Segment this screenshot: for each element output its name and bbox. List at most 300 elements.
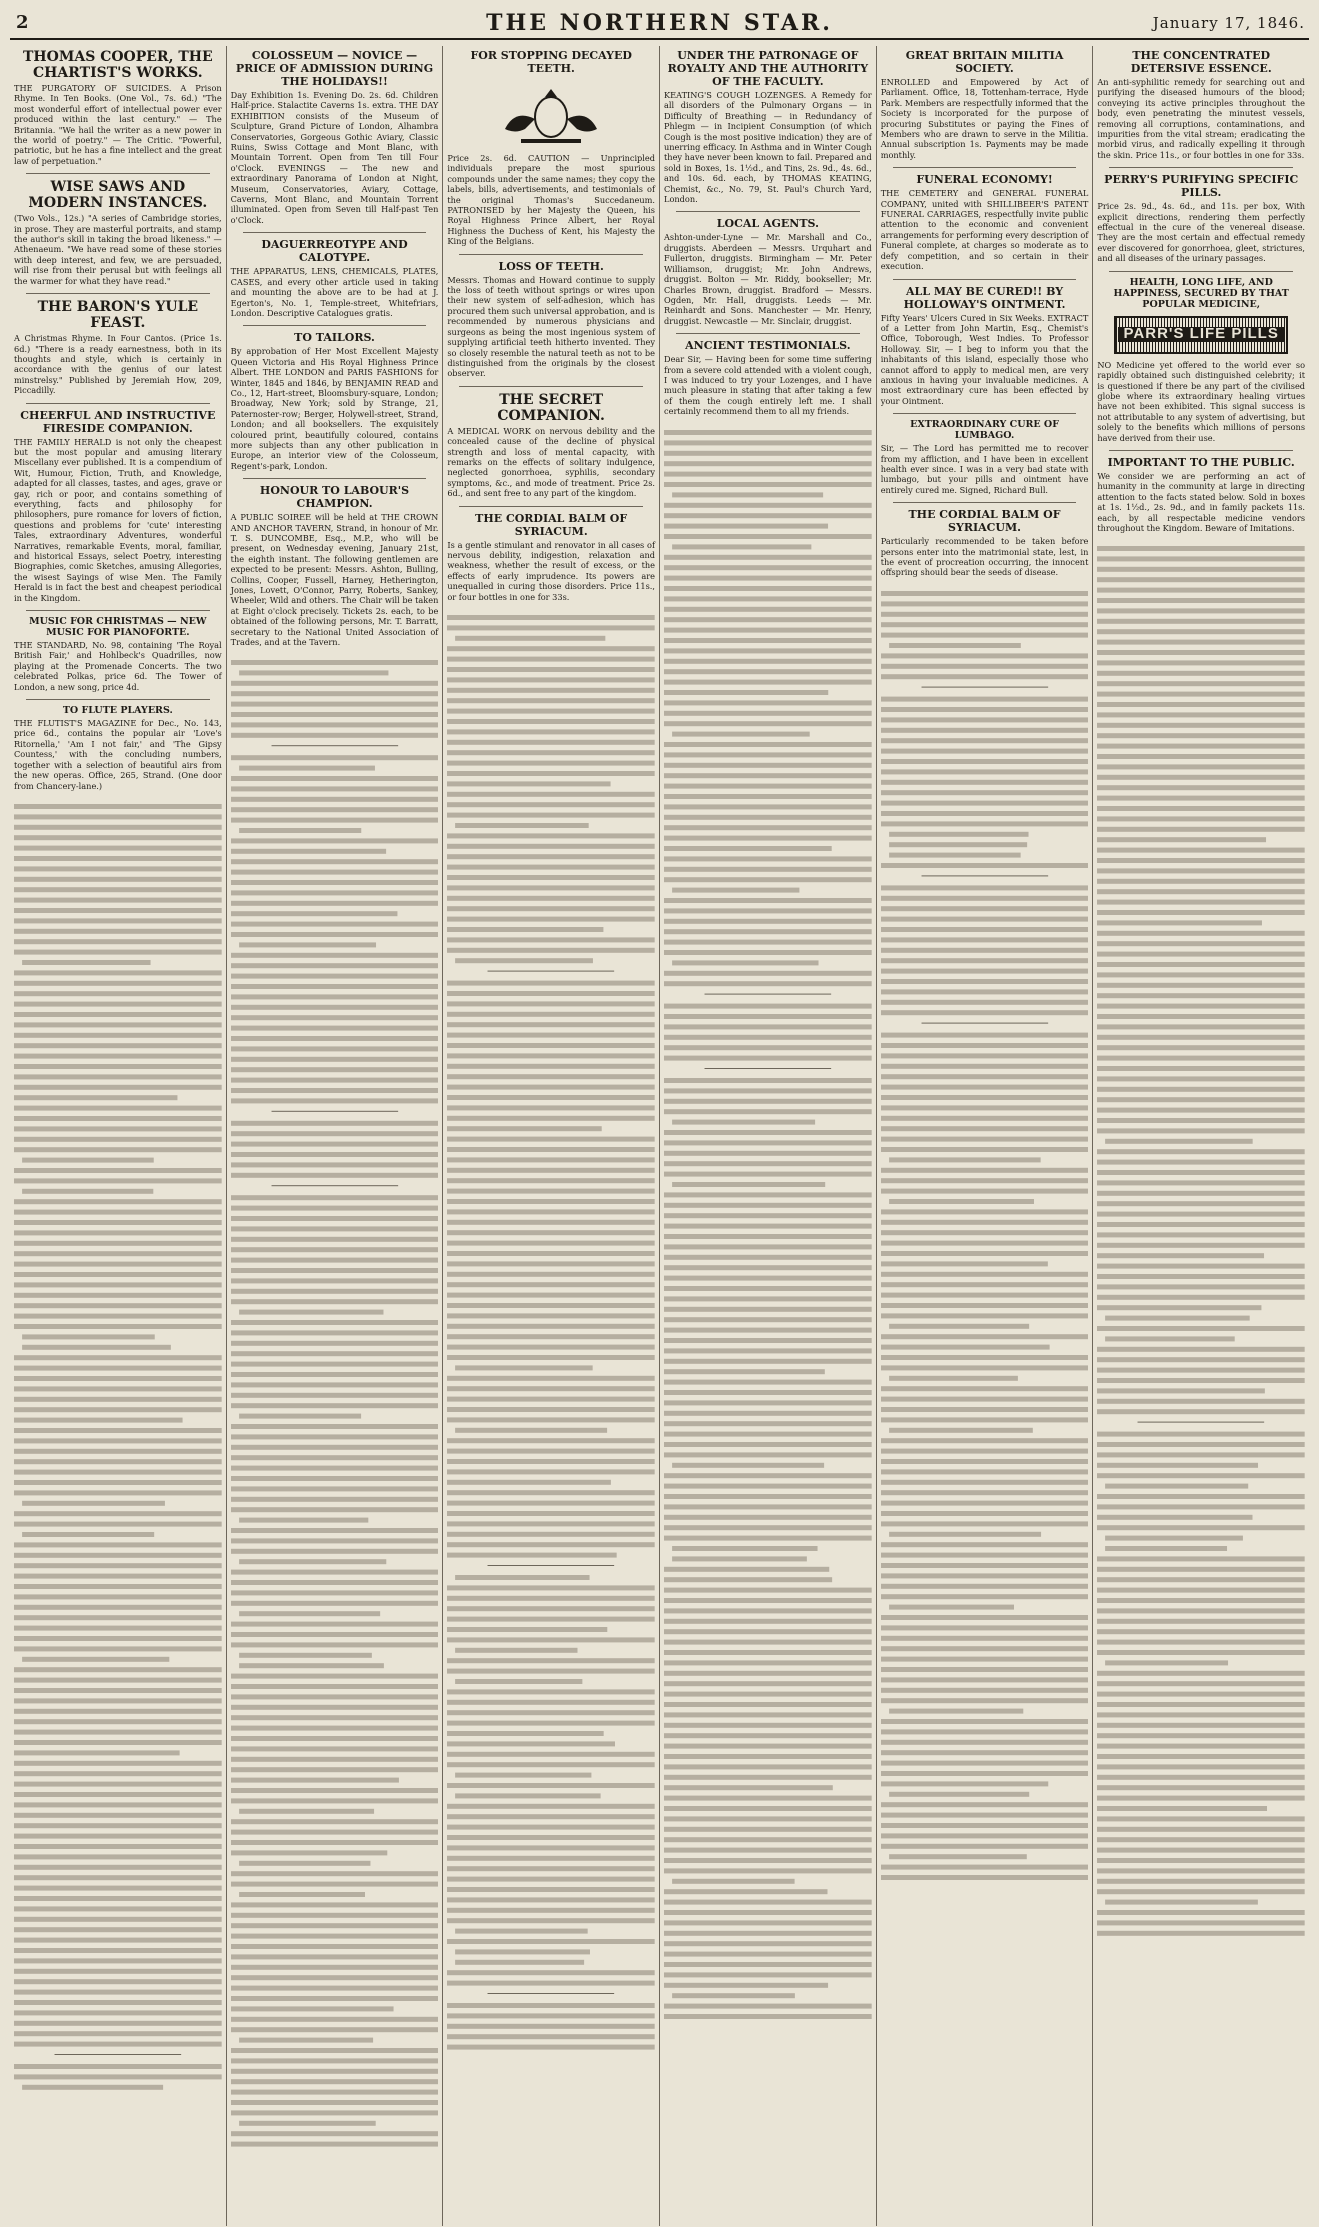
- divider: [243, 478, 427, 479]
- text-line: [881, 1823, 1089, 1828]
- text-line: [231, 1152, 439, 1157]
- section-rule: [271, 1111, 398, 1112]
- text-line: [447, 854, 655, 859]
- text-line: [1097, 1150, 1305, 1155]
- text-line: [1097, 1222, 1305, 1227]
- text-line: [447, 1417, 655, 1422]
- text-line: [664, 554, 872, 559]
- text-line: [881, 979, 1089, 984]
- text-line: [881, 1542, 1089, 1547]
- text-line: [1097, 1191, 1305, 1196]
- text-line: [664, 752, 872, 757]
- text-line: [881, 674, 1089, 679]
- text-line: [14, 1220, 222, 1225]
- divider: [26, 293, 210, 294]
- text-line: [881, 622, 1089, 627]
- text-line: [447, 865, 655, 870]
- ad-text: THE APPARATUS, LENS, CHEMICALS, PLATES, CASES, and every other article used in taking and mounting the above are to be had at J. Egerton's, No. 1, Temple-street, Whitefriars, London. Descriptive Catalogues gratis.: [230, 266, 439, 318]
- text-line: [1097, 858, 1305, 863]
- text-line: [231, 1047, 439, 1052]
- text-line: [22, 960, 150, 965]
- text-line: [14, 2010, 222, 2015]
- text-line: [14, 1210, 222, 1215]
- ad-text: THE PURGATORY OF SUICIDES. A Prison Rhyme. In Ten Books. (One Vol., 7s. 6d.) "The most wonderful effort of intellectual power ever produced within the last century." — The Britannia. "We hail the writer as a new power in the world of poetry." — The Critic. "Powerful, patriotic, but he has a fine intellect and the great law of perpetuation.": [14, 83, 222, 166]
- text-line: [1097, 546, 1305, 551]
- text-line: [447, 1261, 655, 1266]
- text-line: [22, 1532, 154, 1537]
- newspaper-title: THE NORTHERN STAR.: [486, 10, 833, 36]
- text-line: [14, 1948, 222, 1953]
- section-rule: [488, 1565, 615, 1566]
- text-line: [447, 1835, 655, 1840]
- text-line: [14, 1522, 222, 1527]
- text-line: [1097, 598, 1305, 603]
- text-line: [447, 1762, 655, 1767]
- text-line: [447, 1209, 655, 1214]
- text-line: [672, 1993, 795, 1998]
- ad-heading: TO FLUTE PLAYERS.: [62, 705, 173, 717]
- text-line: [14, 2074, 222, 2079]
- ad-heading: THE CORDIAL BALM OF SYRIACUM.: [908, 508, 1061, 535]
- text-line: [881, 1740, 1089, 1745]
- text-line: [14, 1990, 222, 1995]
- text-line: [447, 677, 655, 682]
- text-line: [1097, 765, 1305, 770]
- text-line: [1097, 1671, 1305, 1676]
- text-line: [14, 1574, 222, 1579]
- text-line: [447, 1116, 655, 1121]
- text-line: [881, 1698, 1089, 1703]
- text-line: [1097, 1254, 1264, 1259]
- text-line: [231, 1196, 439, 1201]
- text-line: [664, 1816, 872, 1821]
- text-line: [447, 1241, 655, 1246]
- text-line: [231, 1393, 439, 1398]
- text-line: [1097, 1295, 1305, 1300]
- text-line: [881, 1251, 1089, 1256]
- ad-block: [231, 238, 439, 318]
- text-line: [447, 1012, 655, 1017]
- text-line: [881, 591, 1089, 596]
- text-line: [239, 1892, 365, 1897]
- text-line: [1097, 1879, 1305, 1884]
- text-line: [231, 1788, 439, 1793]
- text-line: [455, 1428, 607, 1433]
- text-line: [447, 667, 655, 672]
- text-line: [231, 1757, 439, 1762]
- text-line: [14, 1314, 222, 1319]
- text-line: [672, 1878, 794, 1883]
- text-line: [231, 1372, 439, 1377]
- text-line: [664, 835, 872, 840]
- text-line: [664, 1826, 872, 1831]
- text-line: [881, 1573, 1089, 1578]
- text-line: [664, 1618, 872, 1623]
- text-line: [447, 1542, 655, 1547]
- text-line: [22, 1158, 154, 1163]
- text-line: [1097, 1578, 1305, 1583]
- text-line: [881, 696, 1089, 701]
- text-line: [22, 1657, 169, 1662]
- text-line: [1097, 744, 1305, 749]
- text-line: [231, 953, 439, 958]
- text-line: [664, 1629, 872, 1634]
- text-line: [664, 1234, 872, 1239]
- text-line: [1097, 1494, 1305, 1499]
- text-line: [447, 802, 655, 807]
- text-line: [881, 1688, 1089, 1693]
- text-line: [14, 1355, 222, 1360]
- text-line: [1097, 713, 1305, 718]
- text-line: [14, 1147, 222, 1152]
- text-line: [664, 1847, 872, 1852]
- text-line: [664, 1514, 872, 1519]
- text-line: [1097, 1744, 1305, 1749]
- text-line: [1097, 1014, 1305, 1019]
- text-line: [231, 1173, 439, 1178]
- text-line: [14, 1490, 222, 1495]
- column-3: [443, 46, 660, 2226]
- ad-block: [881, 419, 1089, 495]
- text-line: [881, 948, 1089, 953]
- text-line: [14, 814, 222, 819]
- text-line: [881, 1729, 1089, 1734]
- column-6: [1093, 46, 1309, 2226]
- text-line: [14, 1376, 222, 1381]
- issue-date: January 17, 1846.: [1152, 14, 1305, 32]
- ad-heading: HONOUR TO LABOUR'S CHAMPION.: [259, 484, 410, 511]
- text-line: [14, 2000, 222, 2005]
- text-line: [231, 818, 439, 823]
- text-line: [1105, 1316, 1250, 1321]
- text-line: [1097, 1609, 1305, 1614]
- text-line: [664, 1223, 872, 1228]
- ad-text: Dear Sir, — Having been for some time suffering from a severe cold attended with a violent cough, I was induced to try your Lozenges, and I have much pleasure in stating that after taking a few of them the cough entirely left me. I shall certainly recommend them to all my friends.: [664, 354, 872, 417]
- text-line: [447, 1043, 655, 1048]
- text-line: [881, 1126, 1089, 1131]
- text-line: [664, 856, 872, 861]
- text-line: [1097, 1212, 1305, 1217]
- text-line: [664, 1608, 872, 1613]
- text-line: [239, 1612, 380, 1617]
- text-line: [447, 1459, 655, 1464]
- text-line: [1097, 671, 1305, 676]
- text-line: [881, 1844, 1089, 1849]
- text-line: [231, 1078, 439, 1083]
- text-line: [14, 1979, 222, 1984]
- text-line: [231, 808, 439, 813]
- text-line: [231, 1016, 439, 1021]
- text-line: [664, 1161, 872, 1166]
- section-rule: [55, 2054, 182, 2055]
- text-line: [14, 1678, 222, 1683]
- text-line: [664, 981, 872, 986]
- text-line: [889, 1376, 1018, 1381]
- text-line: [14, 1022, 222, 1027]
- text-line: [664, 700, 872, 705]
- text-line: [881, 1230, 1089, 1235]
- text-line: [664, 1045, 872, 1050]
- text-line: [14, 1449, 222, 1454]
- text-line: [664, 1088, 872, 1093]
- text-line: [447, 1710, 655, 1715]
- text-line: [447, 1303, 655, 1308]
- text-line: [664, 596, 872, 601]
- text-line: [889, 1792, 1029, 1797]
- text-line: [447, 1022, 655, 1027]
- ad-heading: THE CORDIAL BALM OF SYRIACUM.: [475, 511, 628, 538]
- text-line: [455, 1773, 591, 1778]
- text-line: [1097, 1410, 1305, 1415]
- ad-heading: THOMAS COOPER, THE CHARTIST'S WORKS.: [23, 49, 213, 81]
- text-line: [664, 1837, 872, 1842]
- ad-text: Price 2s. 9d., 4s. 6d., and 11s. per box, With explicit directions, rendering them perfectly effectual in the cure of the venereal disease. They are the most certain and effectual remedy ever discovered for gonorrhoea, gleet, strictures, and all diseases of the urinary passages.: [1097, 201, 1306, 264]
- text-line: [231, 756, 439, 761]
- text-line: [1097, 1399, 1305, 1404]
- text-line: [881, 1750, 1089, 1755]
- text-line: [1097, 1046, 1305, 1051]
- text-filler: [14, 798, 222, 2098]
- text-line: [664, 783, 872, 788]
- text-line: [1097, 1869, 1305, 1874]
- text-line: [1097, 962, 1305, 967]
- text-line: [14, 1241, 222, 1246]
- divider: [676, 211, 860, 212]
- page-number: 2: [16, 12, 29, 33]
- text-line: [22, 1189, 153, 1194]
- text-line: [1097, 973, 1305, 978]
- text-line: [447, 1033, 655, 1038]
- text-line: [231, 2090, 439, 2095]
- text-line: [664, 1473, 872, 1478]
- ad-heading: THE SECRET COMPANION.: [497, 391, 605, 424]
- text-line: [14, 991, 222, 996]
- text-line: [14, 1480, 222, 1485]
- text-line: [231, 1142, 439, 1147]
- text-line: [664, 1774, 872, 1779]
- text-line: [14, 1085, 222, 1090]
- text-line: [14, 1615, 222, 1620]
- text-line: [1097, 1734, 1305, 1739]
- text-line: [14, 1553, 222, 1558]
- text-line: [664, 1171, 872, 1176]
- text-line: [881, 896, 1089, 901]
- text-line: [231, 1934, 439, 1939]
- text-line: [1105, 1484, 1248, 1489]
- text-line: [881, 1771, 1089, 1776]
- text-line: [447, 1469, 655, 1474]
- text-line: [664, 742, 872, 747]
- text-line: [231, 1216, 439, 1221]
- ad-text: Day Exhibition 1s. Evening Do. 2s. 6d. Children Half-price. Stalactite Caverns 1s. extra. THE DAY EXHIBITION consists of the Museum of Sculpture, Grand Picture of London, Alhambra Conservatories, Gorgeous Gothic Aviary, Classic Ruins, Swiss Cottage and Mont Blanc, with Mountain Torrent. Open from Ten till Four o'Clock. EVENINGS — The new and extraordinary Panorama of London at Night, Museum, Conservatories, Aviary, Cottage, Caverns, Mont Blanc, and Mountain Torrent illuminated. Open from Seven till Half-past Ten o'Clock.: [230, 90, 439, 225]
- text-line: [664, 898, 872, 903]
- text-line: [881, 1719, 1089, 1724]
- divider: [459, 506, 643, 507]
- text-line: [231, 932, 439, 937]
- text-line: [14, 804, 222, 809]
- text-line: [881, 1459, 1089, 1464]
- text-line: [664, 1660, 872, 1665]
- text-line: [14, 1688, 222, 1693]
- text-line: [881, 1355, 1089, 1360]
- text-line: [447, 937, 655, 942]
- text-line: [881, 1490, 1089, 1495]
- text-line: [664, 1348, 872, 1353]
- text-line: [881, 1521, 1089, 1526]
- text-line: [664, 1140, 872, 1145]
- text-line: [447, 1804, 655, 1809]
- text-line: [447, 1293, 655, 1298]
- text-line: [447, 1918, 655, 1923]
- text-line: [664, 606, 872, 611]
- ad-block: [1097, 277, 1305, 443]
- text-line: [1105, 1900, 1258, 1905]
- text-line: [14, 1969, 222, 1974]
- text-line: [14, 1636, 222, 1641]
- text-line: [664, 1702, 872, 1707]
- text-line: [1097, 661, 1305, 666]
- text-line: [664, 1379, 872, 1384]
- text-line: [1097, 1921, 1305, 1926]
- text-line: [664, 1962, 872, 1967]
- text-line: [14, 939, 222, 944]
- text-line: [239, 1861, 370, 1866]
- text-line: [889, 832, 1028, 837]
- ad-text: THE FLUTIST'S MAGAZINE for Dec., No. 143, price 6d., contains the popular air 'Love's Ritornella,' 'Am I not fair,' and 'The Gipsy Countess,' with the concluding numbers, together with a selection of beautiful airs from the new operas. Office, 265, Strand. (One door from Chancery-lane.): [14, 718, 222, 791]
- text-line: [664, 1390, 872, 1395]
- text-line: [881, 1584, 1089, 1589]
- text-line: [14, 1095, 177, 1100]
- text-line: [14, 2064, 222, 2069]
- text-line: [447, 729, 655, 734]
- text-line: [14, 1033, 222, 1038]
- text-line: [231, 733, 439, 738]
- text-line: [231, 1684, 439, 1689]
- text-line: [881, 1000, 1089, 1005]
- text-line: [231, 1404, 439, 1409]
- divider: [26, 173, 210, 174]
- column-5: [877, 46, 1094, 2226]
- text-line: [664, 1202, 872, 1207]
- ad-heading: DAGUERREOTYPE AND CALOTYPE.: [261, 238, 408, 265]
- text-line: [231, 2028, 439, 2033]
- divider: [676, 333, 860, 334]
- text-line: [14, 929, 222, 934]
- text-line: [231, 1580, 439, 1585]
- text-line: [231, 1570, 439, 1575]
- text-line: [447, 917, 655, 922]
- text-line: [1097, 1442, 1305, 1447]
- text-line: [881, 885, 1089, 890]
- text-line: [881, 1282, 1089, 1287]
- text-line: [14, 1428, 222, 1433]
- text-line: [231, 1716, 439, 1721]
- ad-text: NO Medicine yet offered to the world ever so rapidly obtained such distinguished celebrity; it is questioned if there be any part of the civilised globe where its extraordinary healing virtues have not been exhibited. This signal success is not attributable to any system of advertising, but solely to the benefits which millions of persons have derived from their use.: [1097, 359, 1306, 443]
- text-line: [1097, 983, 1305, 988]
- text-line: [447, 1521, 655, 1526]
- text-line: [881, 1344, 1050, 1349]
- text-line: [664, 970, 872, 975]
- text-line: [664, 804, 872, 809]
- text-line: [881, 1074, 1089, 1079]
- text-line: [664, 710, 872, 715]
- text-line: [881, 1833, 1089, 1838]
- text-line: [664, 908, 872, 913]
- text-line: [231, 1882, 439, 1887]
- text-line: [881, 1084, 1089, 1089]
- text-line: [1097, 1066, 1305, 1071]
- text-line: [672, 887, 799, 892]
- text-line: [14, 1542, 222, 1547]
- text-line: [239, 1653, 372, 1658]
- text-line: [447, 781, 611, 786]
- text-line: [664, 1722, 872, 1727]
- text-line: [664, 430, 872, 435]
- text-line: [14, 1875, 222, 1880]
- text-line: [239, 943, 376, 948]
- text-line: [231, 1632, 439, 1637]
- text-line: [447, 1700, 655, 1705]
- ad-block: [664, 217, 872, 326]
- text-line: [231, 1872, 439, 1877]
- text-line: [1097, 1025, 1305, 1030]
- text-line: [881, 1594, 1089, 1599]
- text-line: [231, 1341, 439, 1346]
- ad-block: [447, 392, 655, 499]
- text-line: [447, 1658, 655, 1663]
- text-line: [455, 1949, 590, 1954]
- text-line: [14, 1844, 222, 1849]
- text-line: [664, 1535, 872, 1540]
- divider: [1109, 450, 1293, 451]
- text-line: [239, 671, 388, 676]
- text-line: [664, 1733, 872, 1738]
- text-line: [1097, 1463, 1258, 1468]
- text-line: [231, 1057, 439, 1062]
- text-line: [672, 544, 811, 549]
- text-line: [1097, 1848, 1305, 1853]
- text-line: [447, 1074, 655, 1079]
- text-line: [447, 1324, 655, 1329]
- text-line: [664, 1317, 872, 1322]
- text-line: [1097, 1931, 1305, 1936]
- text-line: [447, 1313, 655, 1318]
- text-line: [447, 844, 655, 849]
- text-line: [231, 1622, 439, 1627]
- ad-heading: MUSIC FOR CHRISTMAS — NEW MUSIC FOR PIANOFORTE.: [29, 616, 207, 639]
- text-line: [447, 833, 655, 838]
- text-line: [231, 1840, 439, 1845]
- text-line: [447, 1480, 611, 1485]
- text-line: [231, 984, 439, 989]
- text-line: [672, 960, 818, 965]
- text-line: [881, 707, 1089, 712]
- text-line: [664, 1014, 872, 1019]
- text-line: [881, 1386, 1089, 1391]
- text-line: [664, 1806, 872, 1811]
- text-line: [664, 918, 872, 923]
- text-line: [239, 766, 375, 771]
- text-line: [1097, 848, 1305, 853]
- text-line: [231, 681, 439, 686]
- text-line: [455, 958, 593, 963]
- text-line: [1097, 942, 1305, 947]
- ad-text: ENROLLED and Empowered by Act of Parliament. Office, 18, Tottenham-terrace, Hyde Park. Members are respectfully informed that the Society is incorporated for the purpose of procuring Substitutes or paying the Fines of Members who are drawn to serve in the Militia. Annual subscription 1s. Payments may be made monthly.: [880, 77, 1089, 160]
- text-line: [1097, 1087, 1305, 1092]
- ad-text: We consider we are performing an act of humanity in the community at large in directing attention to the facts stated below. Sold in boxes at 1s. 1½d., 2s. 9d., and in family packets 11s. each, by all respectable medicine vendors throughout the Kingdom. Beware of Imitations.: [1097, 470, 1306, 533]
- ad-heading: THE CONCENTRATED DETERSIVE ESSENCE.: [1130, 49, 1272, 75]
- text-line: [664, 1587, 872, 1592]
